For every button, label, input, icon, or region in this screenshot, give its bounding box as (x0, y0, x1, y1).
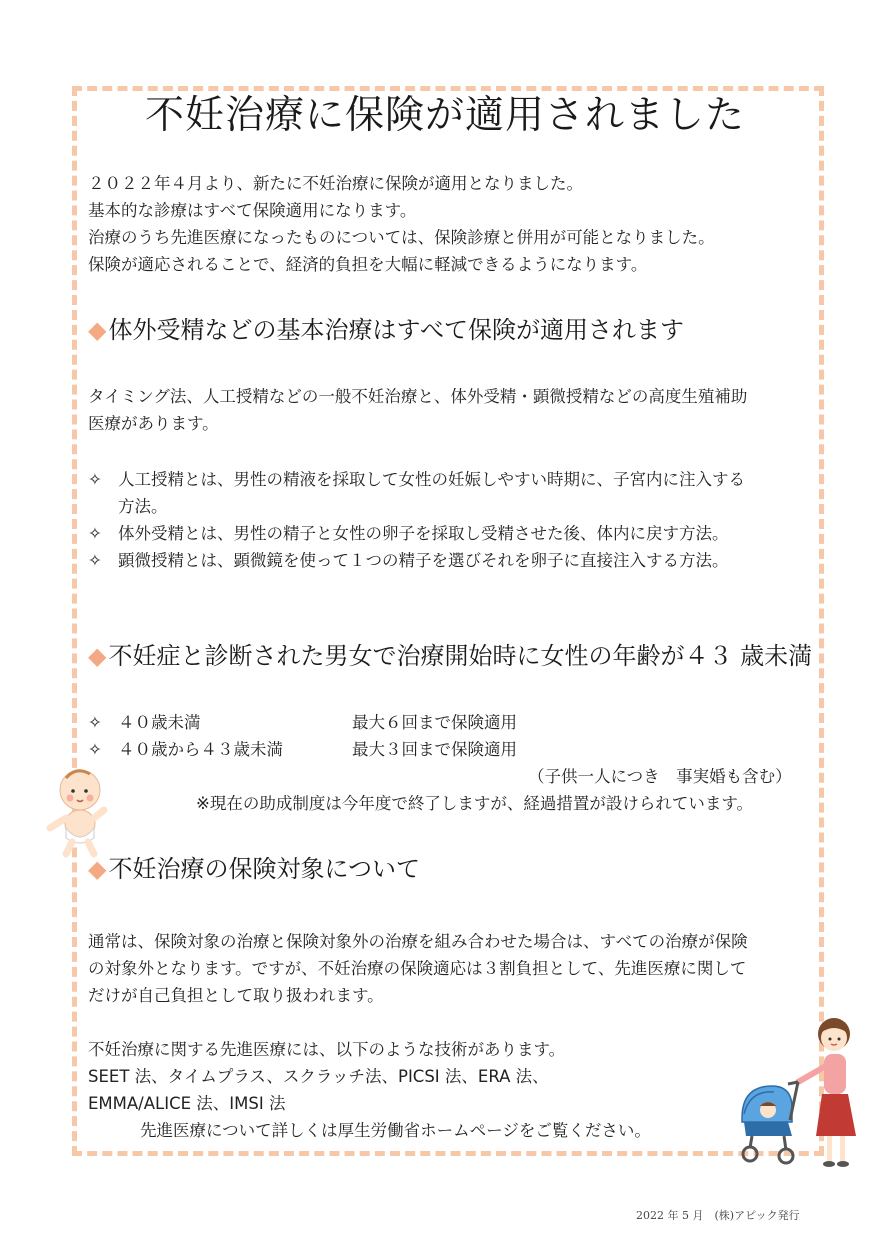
age-row (88, 736, 788, 763)
sparkle-icon: ✧ (88, 470, 102, 489)
sparkle-icon: ✧ (88, 551, 102, 570)
list-item (88, 520, 729, 547)
section3-body2-line-2: SEET 法、タイムプラス、スクラッチ法、PICSI 法、ERA 法、 (88, 1067, 549, 1086)
intro-line-3: 治療のうち先進医療になったものについては、保険診療と併用が可能となりました。 (88, 228, 715, 247)
section1-body-line-2: 医療があります。 (88, 414, 219, 433)
section3-body-line-1: 通常は、保険対象の治療と保険対象外の治療を組み合わせた場合は、すべての治療が保険 (88, 932, 748, 951)
list-item (88, 466, 745, 493)
sparkle-icon: ✧ (88, 713, 102, 732)
section2-heading-text: 不妊症と診断された男女で治療開始時に女性の年齢が４３ 歳未満 (108, 642, 813, 670)
diamond-icon: ◆ (88, 316, 107, 344)
section3-body-line-2: の対象外となります。ですが、不妊治療の保険適応は３割負担として、先進医療に関して (88, 959, 747, 978)
section3-heading (88, 853, 420, 885)
age-label: ４０歳から４３歳未満 (118, 740, 283, 759)
list-item-text: 顕微授精とは、顕微鏡を使って１つの精子を選びそれを卵子に直接注入する方法。 (118, 551, 729, 570)
list-item-text: 人工授精とは、男性の精液を採取して女性の妊娠しやすい時期に、子宮内に注入する (118, 470, 745, 489)
sparkle-icon: ✧ (88, 740, 102, 759)
section2-heading (88, 640, 812, 672)
intro-line-1: ２０２２年４月より、新たに不妊治療に保険が適用となりました。 (88, 174, 583, 193)
list-item-continuation: 方法。 (118, 497, 168, 516)
age-row (88, 709, 788, 736)
section3-body-line-3: だけが自己負担として取り扱われます。 (88, 986, 384, 1005)
list-item-text: 体外受精とは、男性の精子と女性の卵子を採取し受精させた後、体内に戻す方法。 (118, 524, 729, 543)
section3-body2-line-3: EMMA/ALICE 法、IMSI 法 (88, 1094, 286, 1113)
note-transition: ※現在の助成制度は今年度で終了しますが、経過措置が設けられています。 (196, 794, 754, 813)
section1-body-line-1: タイミング法、人工授精などの一般不妊治療と、体外受精・顕微授精などの高度生殖補助 (88, 387, 748, 406)
intro-line-2: 基本的な診療はすべて保険適用になります。 (88, 201, 417, 220)
baby-illustration (40, 764, 112, 860)
intro-line-4: 保険が適応されることで、経済的負担を大幅に軽減できるようになります。 (88, 255, 648, 274)
section1-heading-text: 体外受精などの基本治療はすべて保険が適用されます (108, 316, 684, 344)
limit-label: 最大６回まで保険適用 (352, 713, 517, 732)
note-child: （子供一人につき 事実婚も含む） (528, 767, 792, 786)
page-title: 不妊治療に保険が適用されました (144, 93, 745, 138)
age-label: ４０歳未満 (118, 713, 201, 732)
diamond-icon: ◆ (88, 855, 107, 883)
list-item (88, 547, 729, 574)
section1-heading (88, 314, 684, 346)
diamond-icon: ◆ (88, 642, 107, 670)
section3-closing: 先進医療について詳しくは厚生労働省ホームページをご覧ください。 (140, 1121, 651, 1140)
mother-stroller-illustration (732, 1010, 872, 1176)
section3-heading-text: 不妊治療の保険対象について (108, 855, 420, 883)
sparkle-icon: ✧ (88, 524, 102, 543)
footer-publisher: 2022 年 5 月 (株)アピック発行 (636, 1209, 800, 1222)
section3-body2-line-1: 不妊治療に関する先進医療には、以下のような技術があります。 (88, 1040, 566, 1059)
limit-label: 最大３回まで保険適用 (352, 740, 517, 759)
